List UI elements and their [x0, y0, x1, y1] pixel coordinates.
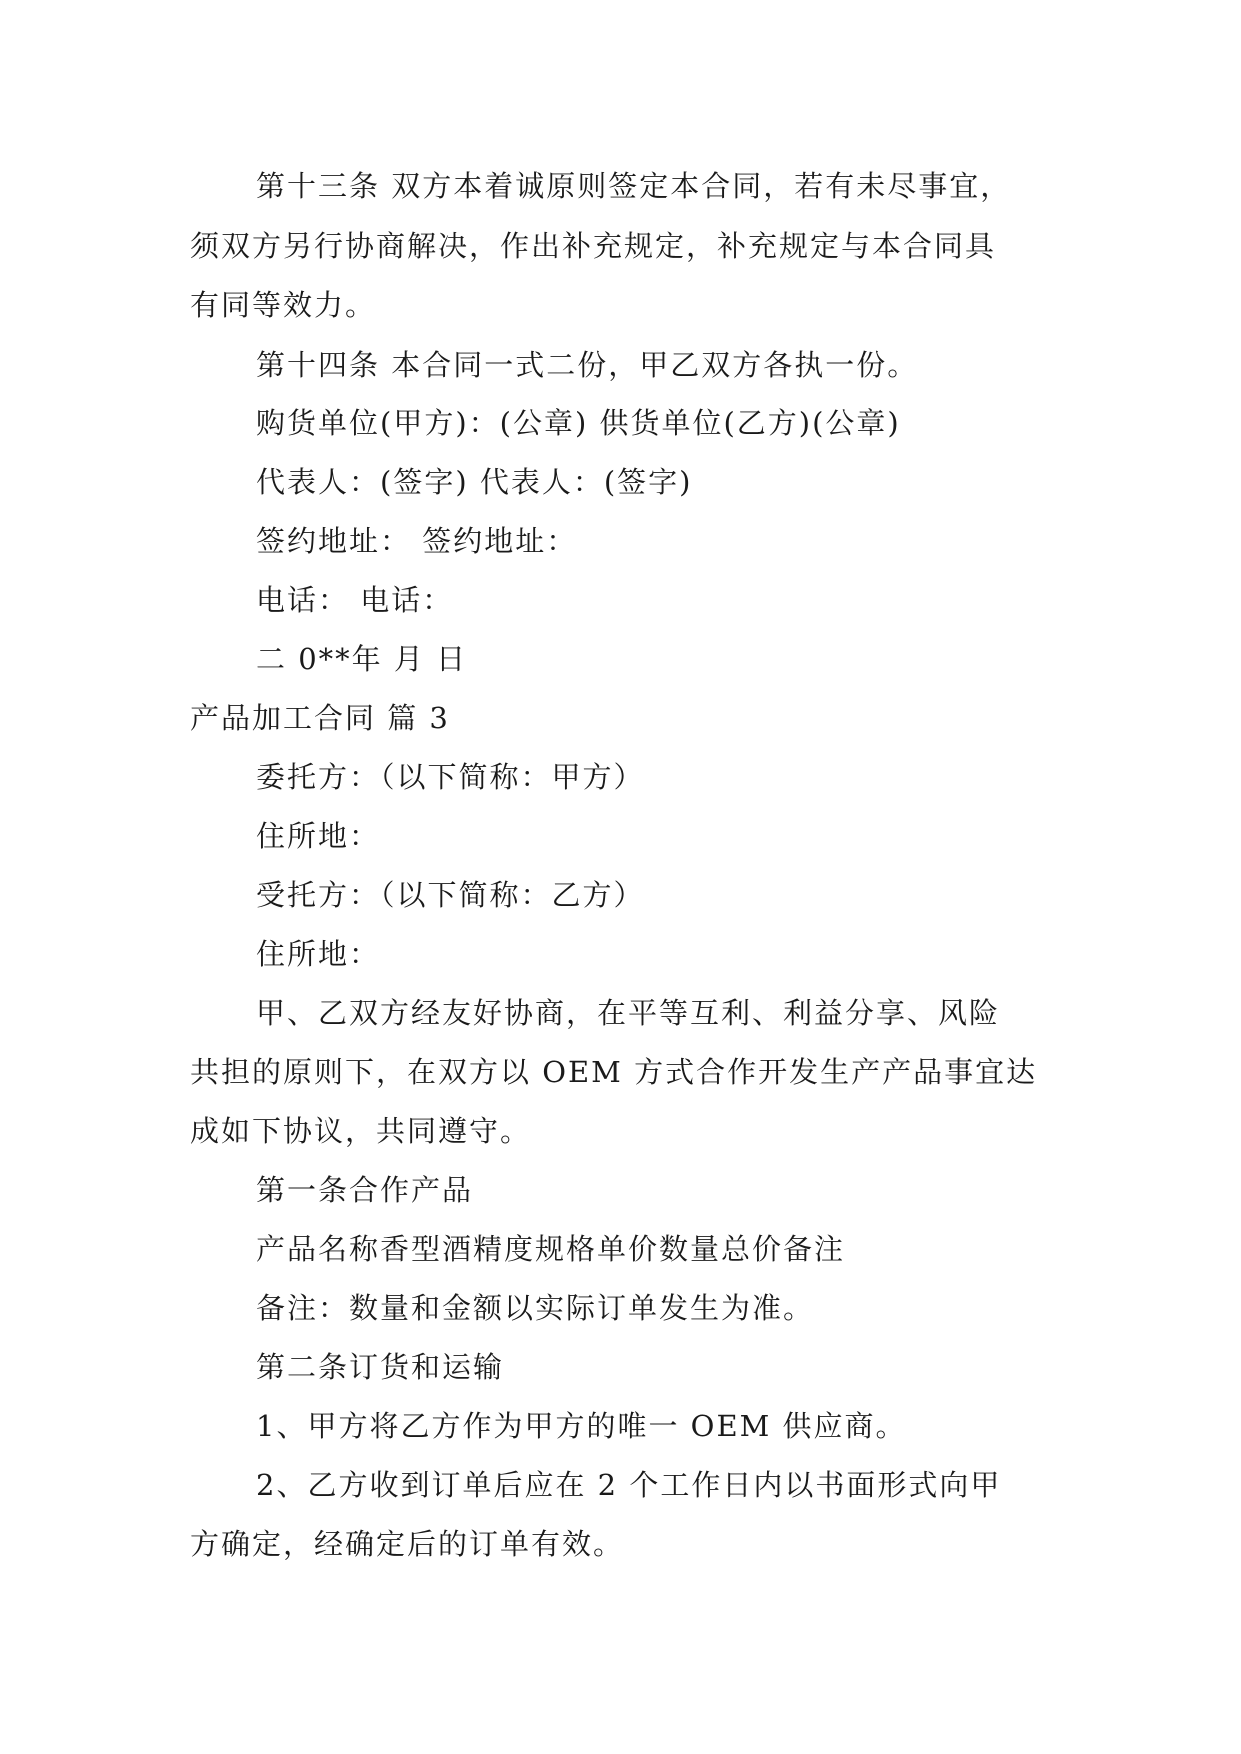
- contractor-party: 受托方：（以下简称：乙方）: [256, 878, 645, 912]
- preamble-line-1: 甲、乙双方经友好协商，在平等互利、利益分享、风险: [256, 996, 1001, 1030]
- contractor-address: 住所地：: [256, 937, 381, 971]
- article-13-line-1: 第十三条 双方本着诚原则签定本合同，若有未尽事宜，: [256, 169, 1012, 203]
- signature-representatives: 代表人：(签字) 代表人：(签字): [256, 465, 693, 499]
- signature-phones: 电话： 电话：: [256, 583, 454, 617]
- client-address: 住所地：: [256, 819, 381, 853]
- signature-date: 二 0**年 月 日: [256, 642, 468, 676]
- article-14: 第十四条 本合同一式二份，甲乙双方各执一份。: [256, 348, 919, 382]
- article-2-clause-2-line-1: 2、乙方收到订单后应在 2 个工作日内以书面形式向甲: [256, 1468, 1002, 1502]
- article-13-line-2: 须双方另行协商解决，作出补充规定，补充规定与本合同具: [190, 229, 997, 263]
- product-note: 备注：数量和金额以实际订单发生为准。: [256, 1291, 815, 1325]
- article-2-clause-2-line-2: 方确定，经确定后的订单有效。: [190, 1527, 625, 1561]
- article-2-heading: 第二条订货和运输: [256, 1350, 505, 1384]
- section-heading: 产品加工合同 篇 3: [190, 701, 450, 735]
- signature-addresses: 签约地址： 签约地址：: [256, 524, 578, 558]
- article-2-clause-1: 1、甲方将乙方作为甲方的唯一 OEM 供应商。: [256, 1409, 907, 1443]
- client-party: 委托方：（以下简称：甲方）: [256, 760, 645, 794]
- signature-parties: 购货单位(甲方)：(公章) 供货单位(乙方)(公章): [256, 406, 901, 440]
- product-table-header: 产品名称香型酒精度规格单价数量总价备注: [256, 1232, 846, 1266]
- preamble-line-3: 成如下协议，共同遵守。: [190, 1114, 532, 1148]
- preamble-line-2: 共担的原则下，在双方以 OEM 方式合作开发生产产品事宜达: [190, 1055, 1038, 1089]
- article-13-line-3: 有同等效力。: [190, 288, 377, 322]
- article-1-heading: 第一条合作产品: [256, 1173, 474, 1207]
